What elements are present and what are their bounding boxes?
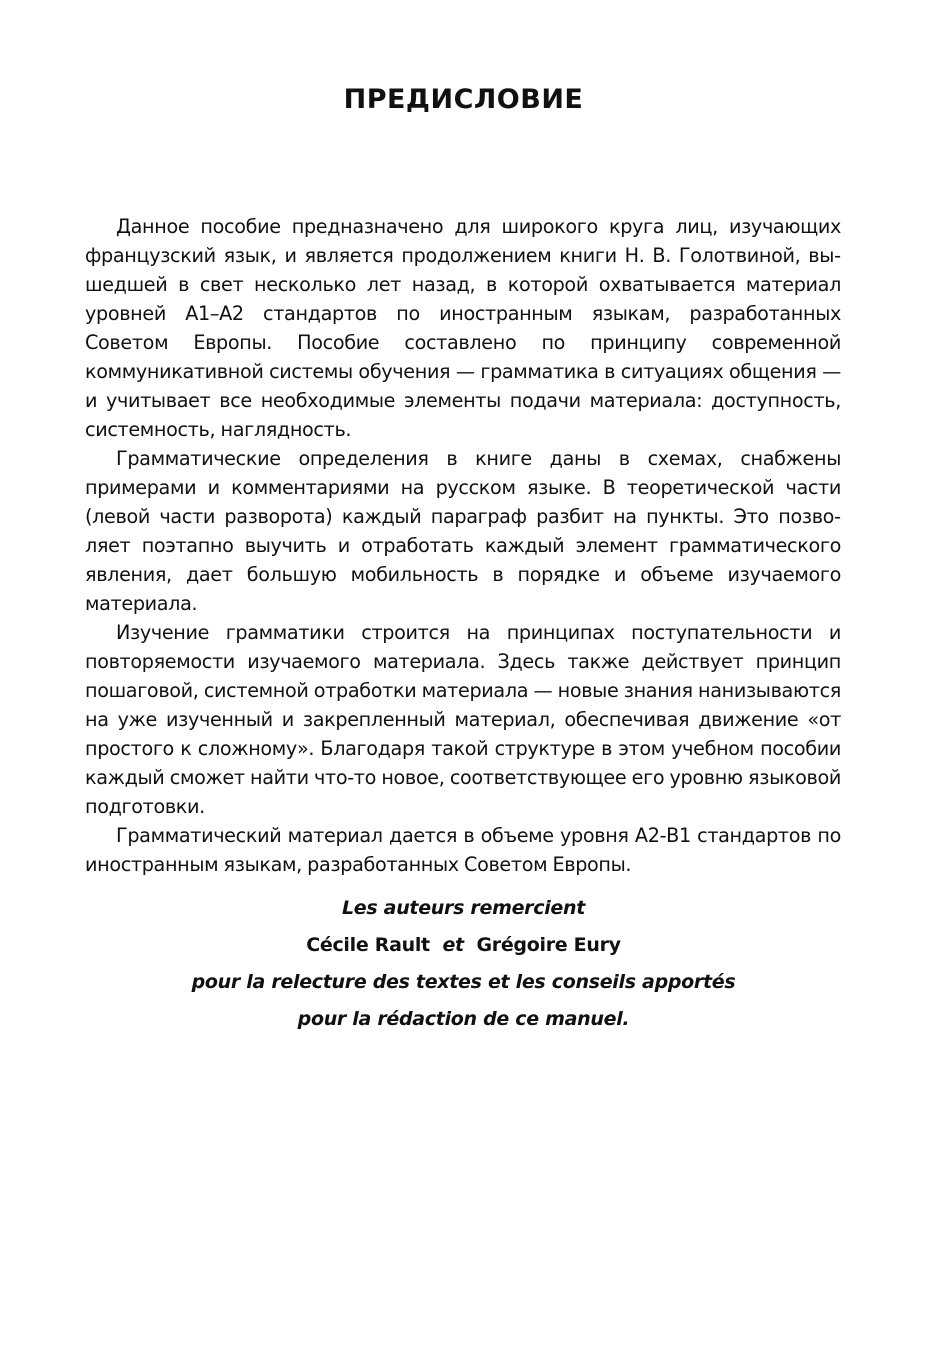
preface-paragraph-3: Изучение грамматики строится на принципах поступательности и повторяемости изучаемого материала. Здесь также действует принцип пошаговой, системной отработки материала — новые знания нанизываются на уже изученный и закрепленный материал, обеспечивая движение «от простого к сложному». Благодаря такой структуре в этом учебном пособии каждый сможет найти что-то новое, соответствующее его уровню языковой подготовки. [85,621,841,818]
thanked-person-2: Grégoire Eury [476,934,621,956]
acknowledgement-intro: Les auteurs remercient [341,897,586,919]
acknowledgement-block [0,892,927,1040]
page-title: ПРЕДИСЛОВИЕ [343,84,584,115]
preface-body [85,212,841,879]
acknowledgement-reason: pour la relecture des textes et les conseils apportés [191,971,736,993]
thanked-person-1: Cécile Rault [306,934,430,956]
preface-paragraph-4: Грамматический материал дается в объеме уровня А2-В1 стандартов по иностранным языкам, разработанных Советом Европы. [85,824,841,876]
conjunction-et: et [442,934,464,956]
preface-paragraph-2: Грамматические определения в книге даны в схемах, снабжены примерами и комментариями на русском языке. В теоретической части (левой части разворота) каждый параграф разбит на пункты. Это позволяет поэтапно выучить и отработать каждый элемент грамматического явления, дает большую мобильность в порядке и объеме изучаемого материала. [85,447,841,615]
acknowledgement-names [0,929,927,966]
preface-paragraph-1: Данное пособие предназначено для широкого круга лиц, изучающих французский язык, и является продолжением книги Н. В. Голотвиной, вышедшей в свет несколько лет назад, в которой охватывается материал уровней А1–А2 стандартов по иностранным языкам, разработанных Советом Европы. Пособие составлено по принципу современной коммуникативной системы обучения — грамматика в ситуациях общения — и учитывает все необходимые элементы подачи материала: доступность, системность, наглядность. [85,215,841,441]
acknowledgement-closing: pour la rédaction de ce manuel. [297,1008,630,1030]
